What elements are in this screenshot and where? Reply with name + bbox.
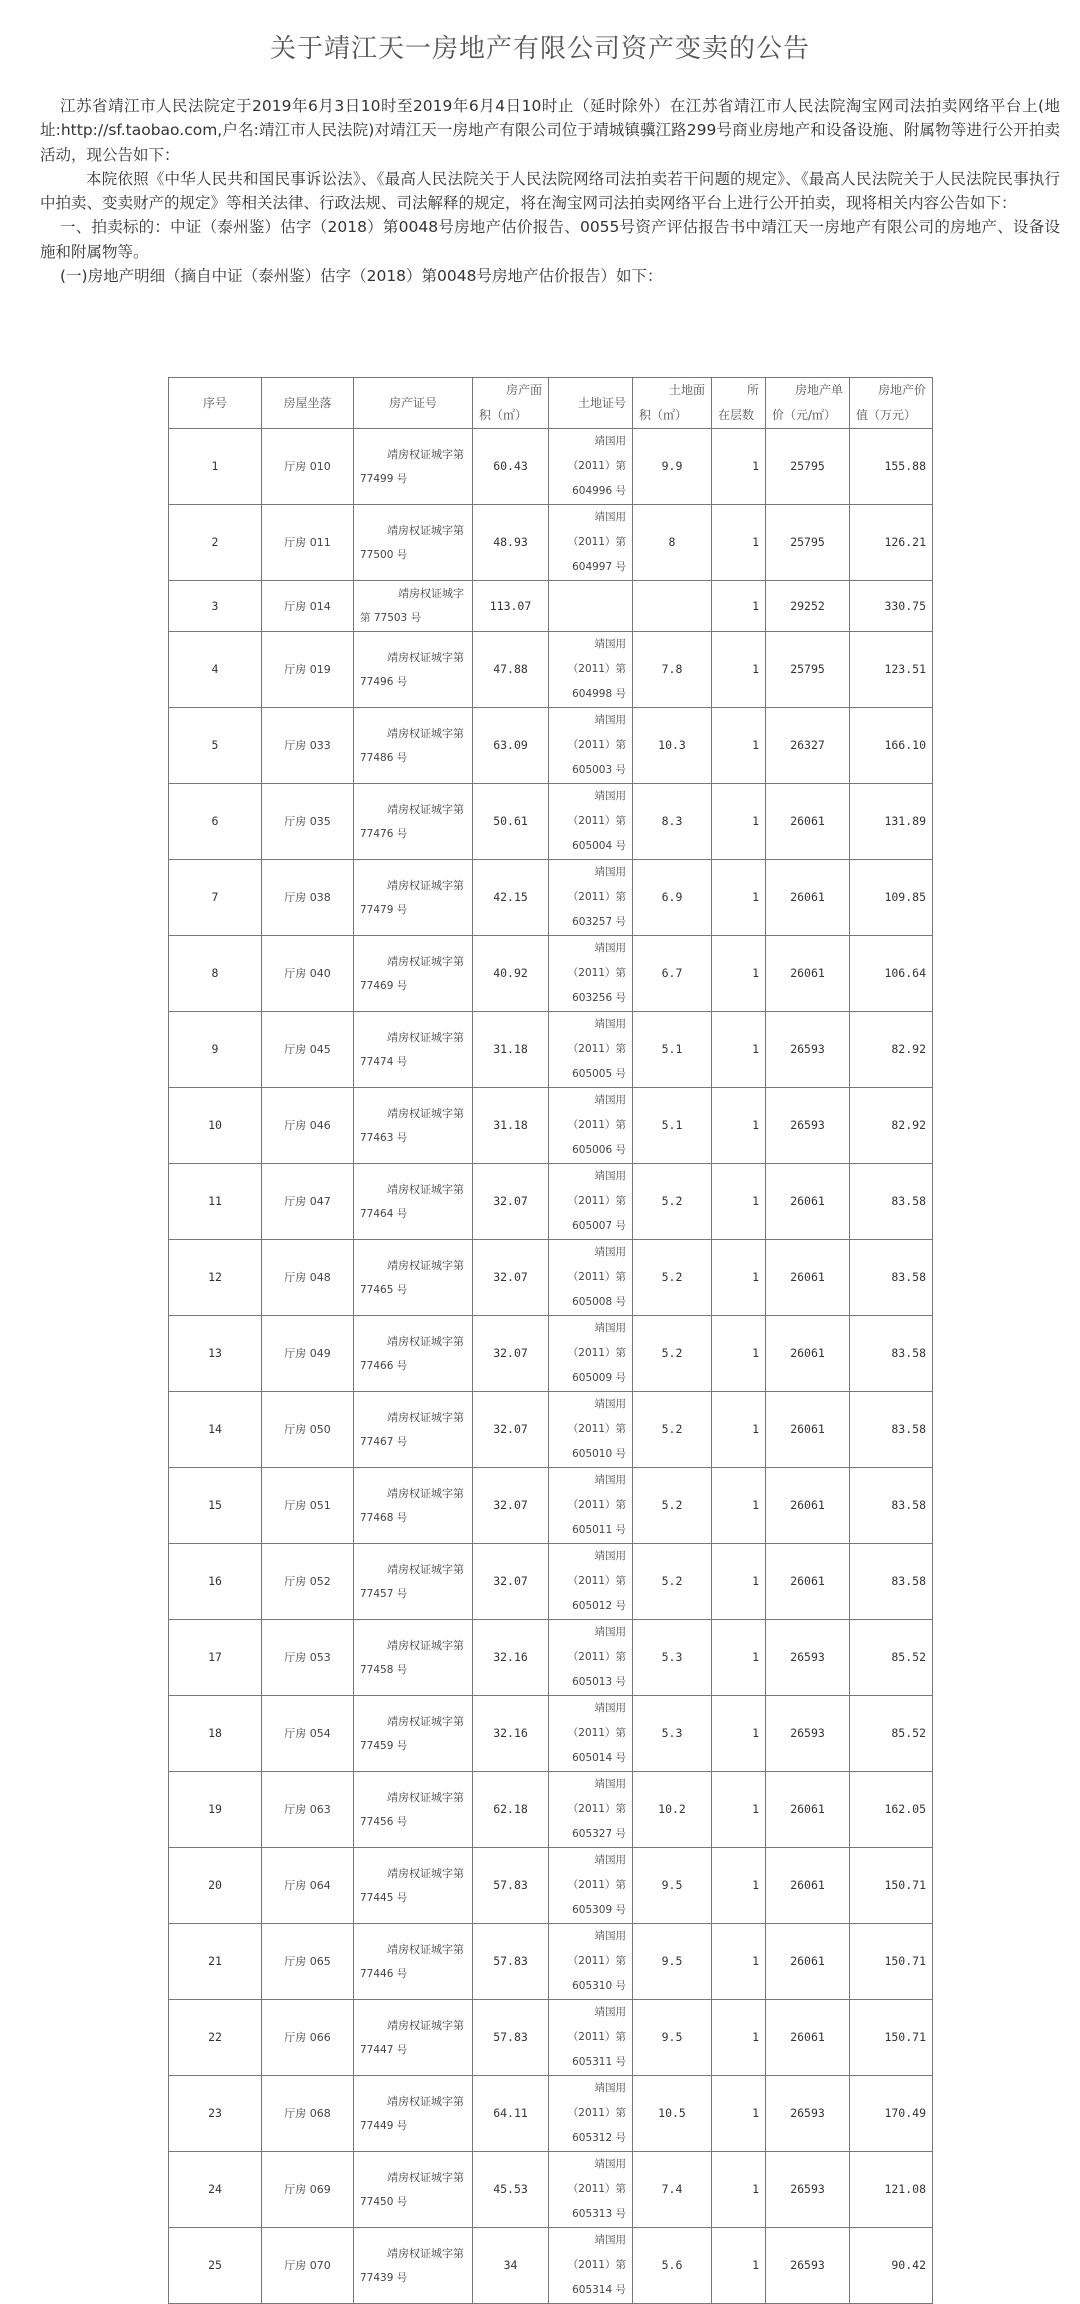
cell-land-area: 7.8 xyxy=(633,632,712,708)
cell-seq: 9 xyxy=(169,1012,262,1088)
cell-land-cert: 靖国用 （2011）第 605313 号 xyxy=(549,2152,633,2228)
cell-land-area: 9.5 xyxy=(633,1924,712,2000)
cell-seq: 15 xyxy=(169,1468,262,1544)
cell-location: 厅房 046 xyxy=(262,1088,354,1164)
header-land-area: 土地面 积（㎡） xyxy=(633,378,712,429)
cell-floor-area: 50.61 xyxy=(473,784,549,860)
cell-floor-number: 1 xyxy=(712,1924,766,2000)
cell-value: 150.71 xyxy=(850,1924,933,2000)
cell-value: 330.75 xyxy=(850,581,933,632)
table-header-row xyxy=(169,378,933,429)
header-unit-price: 房地产单 价（元/㎡） xyxy=(766,378,850,429)
cell-seq: 14 xyxy=(169,1392,262,1468)
paragraph-property-details-intro: (一)房地产明细（摘自中证（泰州鉴）估字（2018）第0048号房地产估价报告）如下： xyxy=(60,267,663,286)
header-seq: 序号 xyxy=(169,378,262,429)
cell-floor-number: 1 xyxy=(712,2228,766,2304)
cell-floor-number: 1 xyxy=(712,1392,766,1468)
table-row xyxy=(169,1468,933,1544)
cell-floor-number: 1 xyxy=(712,505,766,581)
cell-seq: 16 xyxy=(169,1544,262,1620)
cell-property-cert: 靖房权证城字第 77447 号 xyxy=(354,2000,473,2076)
cell-seq: 3 xyxy=(169,581,262,632)
cell-land-cert: 靖国用 （2011）第 605012 号 xyxy=(549,1544,633,1620)
table-row xyxy=(169,2228,933,2304)
cell-land-cert: 靖国用 （2011）第 605007 号 xyxy=(549,1164,633,1240)
table-row xyxy=(169,1544,933,1620)
cell-unit-price: 26593 xyxy=(766,1088,850,1164)
cell-value: 166.10 xyxy=(850,708,933,784)
cell-floor-area: 32.16 xyxy=(473,1620,549,1696)
cell-floor-area: 45.53 xyxy=(473,2152,549,2228)
cell-location: 厅房 035 xyxy=(262,784,354,860)
cell-property-cert: 靖房权证城字第 77439 号 xyxy=(354,2228,473,2304)
cell-location: 厅房 070 xyxy=(262,2228,354,2304)
cell-seq: 13 xyxy=(169,1316,262,1392)
cell-land-cert: 靖国用 （2011）第 604996 号 xyxy=(549,429,633,505)
cell-property-cert: 靖房权证城字第 77466 号 xyxy=(354,1316,473,1392)
cell-floor-number: 1 xyxy=(712,1164,766,1240)
cell-seq: 6 xyxy=(169,784,262,860)
cell-floor-number: 1 xyxy=(712,1848,766,1924)
cell-land-cert: 靖国用 （2011）第 605311 号 xyxy=(549,2000,633,2076)
cell-land-area: 5.2 xyxy=(633,1164,712,1240)
cell-location: 厅房 063 xyxy=(262,1772,354,1848)
cell-unit-price: 25795 xyxy=(766,632,850,708)
cell-location: 厅房 014 xyxy=(262,581,354,632)
cell-floor-number: 1 xyxy=(712,860,766,936)
property-table xyxy=(168,377,933,2304)
cell-unit-price: 25795 xyxy=(766,429,850,505)
cell-land-cert: 靖国用 （2011）第 605310 号 xyxy=(549,1924,633,2000)
header-land-cert: 土地证号 xyxy=(549,378,633,429)
cell-property-cert: 靖房权证城字第 77456 号 xyxy=(354,1772,473,1848)
cell-seq: 10 xyxy=(169,1088,262,1164)
cell-location: 厅房 053 xyxy=(262,1620,354,1696)
cell-property-cert: 靖房权证城字第 77474 号 xyxy=(354,1012,473,1088)
cell-floor-number: 1 xyxy=(712,1012,766,1088)
cell-land-cert: 靖国用 （2011）第 605014 号 xyxy=(549,1696,633,1772)
header-property-cert: 房产证号 xyxy=(354,378,473,429)
cell-location: 厅房 052 xyxy=(262,1544,354,1620)
cell-seq: 11 xyxy=(169,1164,262,1240)
cell-floor-area: 40.92 xyxy=(473,936,549,1012)
cell-property-cert: 靖房权证城字第 77449 号 xyxy=(354,2076,473,2152)
cell-value: 150.71 xyxy=(850,2000,933,2076)
cell-floor-area: 63.09 xyxy=(473,708,549,784)
cell-land-cert xyxy=(549,581,633,632)
cell-floor-area: 57.83 xyxy=(473,1848,549,1924)
cell-land-cert: 靖国用 （2011）第 605314 号 xyxy=(549,2228,633,2304)
cell-property-cert: 靖房权证城字第 77463 号 xyxy=(354,1088,473,1164)
table-row xyxy=(169,2152,933,2228)
cell-land-area xyxy=(633,581,712,632)
cell-unit-price: 26061 xyxy=(766,936,850,1012)
cell-land-area: 5.2 xyxy=(633,1316,712,1392)
cell-floor-area: 113.07 xyxy=(473,581,549,632)
cell-floor-number: 1 xyxy=(712,2076,766,2152)
cell-floor-area: 32.07 xyxy=(473,1164,549,1240)
cell-land-area: 8.3 xyxy=(633,784,712,860)
cell-unit-price: 26061 xyxy=(766,1468,850,1544)
cell-floor-area: 57.83 xyxy=(473,2000,549,2076)
table-row xyxy=(169,429,933,505)
cell-value: 83.58 xyxy=(850,1468,933,1544)
table-row xyxy=(169,1696,933,1772)
cell-floor-number: 1 xyxy=(712,708,766,784)
cell-floor-area: 32.07 xyxy=(473,1240,549,1316)
table-row xyxy=(169,1012,933,1088)
cell-floor-area: 60.43 xyxy=(473,429,549,505)
cell-floor-area: 57.83 xyxy=(473,1924,549,2000)
cell-unit-price: 26593 xyxy=(766,1620,850,1696)
cell-property-cert: 靖房权证城字第 77459 号 xyxy=(354,1696,473,1772)
table-row xyxy=(169,784,933,860)
cell-floor-number: 1 xyxy=(712,581,766,632)
cell-property-cert: 靖房权证城字第 77450 号 xyxy=(354,2152,473,2228)
cell-floor-number: 1 xyxy=(712,632,766,708)
cell-floor-area: 31.18 xyxy=(473,1012,549,1088)
document-title: 关于靖江天一房地产有限公司资产变卖的公告 xyxy=(269,34,810,64)
cell-property-cert: 靖房权证城字第 77496 号 xyxy=(354,632,473,708)
cell-floor-area: 47.88 xyxy=(473,632,549,708)
cell-land-cert: 靖国用 （2011）第 605312 号 xyxy=(549,2076,633,2152)
cell-location: 厅房 066 xyxy=(262,2000,354,2076)
table-body xyxy=(169,429,933,2304)
table-row xyxy=(169,1620,933,1696)
cell-land-area: 7.4 xyxy=(633,2152,712,2228)
cell-floor-number: 1 xyxy=(712,1772,766,1848)
cell-land-cert: 靖国用 （2011）第 605009 号 xyxy=(549,1316,633,1392)
cell-unit-price: 26593 xyxy=(766,2076,850,2152)
cell-value: 83.58 xyxy=(850,1544,933,1620)
cell-land-cert: 靖国用 （2011）第 605309 号 xyxy=(549,1848,633,1924)
cell-seq: 7 xyxy=(169,860,262,936)
cell-floor-area: 32.07 xyxy=(473,1316,549,1392)
cell-value: 126.21 xyxy=(850,505,933,581)
cell-unit-price: 29252 xyxy=(766,581,850,632)
cell-land-cert: 靖国用 （2011）第 605008 号 xyxy=(549,1240,633,1316)
cell-floor-number: 1 xyxy=(712,1696,766,1772)
cell-property-cert: 靖房权证城字第 77469 号 xyxy=(354,936,473,1012)
cell-floor-number: 1 xyxy=(712,1468,766,1544)
table-row xyxy=(169,2000,933,2076)
cell-unit-price: 26061 xyxy=(766,2000,850,2076)
cell-value: 121.08 xyxy=(850,2152,933,2228)
cell-location: 厅房 050 xyxy=(262,1392,354,1468)
cell-seq: 20 xyxy=(169,1848,262,1924)
cell-land-area: 5.3 xyxy=(633,1620,712,1696)
cell-location: 厅房 038 xyxy=(262,860,354,936)
table-row xyxy=(169,1164,933,1240)
cell-land-area: 5.2 xyxy=(633,1468,712,1544)
cell-seq: 4 xyxy=(169,632,262,708)
cell-location: 厅房 040 xyxy=(262,936,354,1012)
cell-seq: 5 xyxy=(169,708,262,784)
cell-property-cert: 靖房权证城字第 77458 号 xyxy=(354,1620,473,1696)
table-row xyxy=(169,1924,933,2000)
cell-land-cert: 靖国用 （2011）第 605011 号 xyxy=(549,1468,633,1544)
cell-value: 82.92 xyxy=(850,1012,933,1088)
cell-land-area: 5.1 xyxy=(633,1088,712,1164)
cell-location: 厅房 054 xyxy=(262,1696,354,1772)
cell-floor-number: 1 xyxy=(712,1240,766,1316)
cell-floor-area: 32.07 xyxy=(473,1468,549,1544)
table-row xyxy=(169,936,933,1012)
cell-land-area: 5.2 xyxy=(633,1544,712,1620)
cell-seq: 24 xyxy=(169,2152,262,2228)
cell-location: 厅房 045 xyxy=(262,1012,354,1088)
paragraph-auction-subject: 一、拍卖标的：中证（泰州鉴）估字（2018）第0048号房地产估价报告、0055号资产评估报告书中靖江天一房地产有限公司的房地产、设备设施和附属物等。 xyxy=(40,218,1060,261)
cell-land-area: 8 xyxy=(633,505,712,581)
cell-value: 82.92 xyxy=(850,1088,933,1164)
cell-seq: 22 xyxy=(169,2000,262,2076)
cell-value: 83.58 xyxy=(850,1164,933,1240)
cell-land-cert: 靖国用 （2011）第 604998 号 xyxy=(549,632,633,708)
cell-unit-price: 26593 xyxy=(766,1012,850,1088)
table-row xyxy=(169,505,933,581)
cell-unit-price: 26593 xyxy=(766,2152,850,2228)
cell-land-cert: 靖国用 （2011）第 605004 号 xyxy=(549,784,633,860)
cell-value: 131.89 xyxy=(850,784,933,860)
cell-unit-price: 26327 xyxy=(766,708,850,784)
cell-land-cert: 靖国用 （2011）第 603256 号 xyxy=(549,936,633,1012)
cell-value: 83.58 xyxy=(850,1392,933,1468)
cell-seq: 12 xyxy=(169,1240,262,1316)
cell-unit-price: 26061 xyxy=(766,1924,850,2000)
cell-floor-number: 1 xyxy=(712,1544,766,1620)
cell-property-cert: 靖房权证城字第 77476 号 xyxy=(354,784,473,860)
cell-floor-area: 64.11 xyxy=(473,2076,549,2152)
cell-location: 厅房 068 xyxy=(262,2076,354,2152)
cell-land-area: 9.9 xyxy=(633,429,712,505)
cell-land-area: 5.2 xyxy=(633,1392,712,1468)
cell-value: 123.51 xyxy=(850,632,933,708)
cell-seq: 2 xyxy=(169,505,262,581)
cell-location: 厅房 010 xyxy=(262,429,354,505)
cell-value: 83.58 xyxy=(850,1316,933,1392)
cell-location: 厅房 048 xyxy=(262,1240,354,1316)
cell-property-cert: 靖房权证城字第 77499 号 xyxy=(354,429,473,505)
cell-land-cert: 靖国用 （2011）第 605327 号 xyxy=(549,1772,633,1848)
table-row xyxy=(169,860,933,936)
table-row xyxy=(169,1772,933,1848)
cell-floor-area: 32.07 xyxy=(473,1392,549,1468)
cell-floor-number: 1 xyxy=(712,936,766,1012)
cell-land-cert: 靖国用 （2011）第 605013 号 xyxy=(549,1620,633,1696)
cell-property-cert: 靖房权证城字第 77457 号 xyxy=(354,1544,473,1620)
cell-property-cert: 靖房权证城字第 77446 号 xyxy=(354,1924,473,2000)
cell-location: 厅房 051 xyxy=(262,1468,354,1544)
cell-land-area: 10.5 xyxy=(633,2076,712,2152)
cell-floor-number: 1 xyxy=(712,1088,766,1164)
cell-land-cert: 靖国用 （2011）第 605006 号 xyxy=(549,1088,633,1164)
cell-land-area: 5.2 xyxy=(633,1240,712,1316)
cell-location: 厅房 049 xyxy=(262,1316,354,1392)
cell-land-area: 9.5 xyxy=(633,2000,712,2076)
cell-unit-price: 26061 xyxy=(766,1392,850,1468)
cell-land-area: 5.3 xyxy=(633,1696,712,1772)
cell-location: 厅房 047 xyxy=(262,1164,354,1240)
cell-unit-price: 25795 xyxy=(766,505,850,581)
paragraph-auction-notice: 江苏省靖江市人民法院定于2019年6月3日10时至2019年6月4日10时止（延时除外）在江苏省靖江市人民法院淘宝网司法拍卖网络平台上(地址:http://sf.taobao.com,户名:靖江市人民法院)对靖江天一房地产有限公司位于靖城镇骥江路299号商业房地产和设备设施、附属物等进行公开拍卖活动，现公告如下： xyxy=(40,97,1060,164)
cell-unit-price: 26061 xyxy=(766,860,850,936)
cell-property-cert: 靖房权证城字第 77500 号 xyxy=(354,505,473,581)
cell-floor-number: 1 xyxy=(712,1316,766,1392)
cell-value: 90.42 xyxy=(850,2228,933,2304)
cell-property-cert: 靖房权证城字第 77467 号 xyxy=(354,1392,473,1468)
header-location: 房屋坐落 xyxy=(262,378,354,429)
cell-land-area: 6.7 xyxy=(633,936,712,1012)
cell-floor-area: 42.15 xyxy=(473,860,549,936)
cell-seq: 25 xyxy=(169,2228,262,2304)
cell-property-cert: 靖房权证城字 第 77503 号 xyxy=(354,581,473,632)
cell-seq: 21 xyxy=(169,1924,262,2000)
paragraph-legal-basis: 本院依照《中华人民共和国民事诉讼法》、《最高人民法院关于人民法院网络司法拍卖若干问题的规定》、《最高人民法院关于人民法院民事执行中拍卖、变卖财产的规定》等相关法律、行政法规、司法解释的规定，将在淘宝网司法拍卖网络平台上进行公开拍卖，现将相关内容公告如下： xyxy=(40,169,1060,213)
cell-floor-area: 62.18 xyxy=(473,1772,549,1848)
cell-property-cert: 靖房权证城字第 77465 号 xyxy=(354,1240,473,1316)
cell-value: 106.64 xyxy=(850,936,933,1012)
table-row xyxy=(169,1240,933,1316)
cell-unit-price: 26061 xyxy=(766,784,850,860)
cell-value: 155.88 xyxy=(850,429,933,505)
cell-floor-area: 31.18 xyxy=(473,1088,549,1164)
table-row xyxy=(169,708,933,784)
cell-seq: 23 xyxy=(169,2076,262,2152)
cell-value: 83.58 xyxy=(850,1240,933,1316)
cell-unit-price: 26061 xyxy=(766,1240,850,1316)
table-row xyxy=(169,632,933,708)
cell-value: 109.85 xyxy=(850,860,933,936)
cell-location: 厅房 033 xyxy=(262,708,354,784)
cell-floor-area: 48.93 xyxy=(473,505,549,581)
cell-seq: 17 xyxy=(169,1620,262,1696)
table-row xyxy=(169,1088,933,1164)
cell-land-area: 5.6 xyxy=(633,2228,712,2304)
table-row xyxy=(169,2076,933,2152)
announcement-body xyxy=(40,94,1060,288)
table-row xyxy=(169,1392,933,1468)
cell-location: 厅房 011 xyxy=(262,505,354,581)
cell-value: 162.05 xyxy=(850,1772,933,1848)
header-floor-number: 所 在层数 xyxy=(712,378,766,429)
cell-land-cert: 靖国用 （2011）第 605005 号 xyxy=(549,1012,633,1088)
cell-unit-price: 26061 xyxy=(766,1316,850,1392)
cell-unit-price: 26061 xyxy=(766,1848,850,1924)
cell-location: 厅房 019 xyxy=(262,632,354,708)
cell-land-area: 6.9 xyxy=(633,860,712,936)
cell-seq: 19 xyxy=(169,1772,262,1848)
cell-location: 厅房 064 xyxy=(262,1848,354,1924)
cell-property-cert: 靖房权证城字第 77486 号 xyxy=(354,708,473,784)
cell-land-area: 10.2 xyxy=(633,1772,712,1848)
cell-unit-price: 26593 xyxy=(766,2228,850,2304)
cell-value: 85.52 xyxy=(850,1696,933,1772)
cell-value: 170.49 xyxy=(850,2076,933,2152)
cell-land-area: 10.3 xyxy=(633,708,712,784)
cell-location: 厅房 069 xyxy=(262,2152,354,2228)
cell-unit-price: 26593 xyxy=(766,1696,850,1772)
cell-seq: 18 xyxy=(169,1696,262,1772)
table-row xyxy=(169,1316,933,1392)
cell-value: 85.52 xyxy=(850,1620,933,1696)
cell-floor-number: 1 xyxy=(712,2152,766,2228)
cell-land-cert: 靖国用 （2011）第 604997 号 xyxy=(549,505,633,581)
cell-land-cert: 靖国用 （2011）第 605010 号 xyxy=(549,1392,633,1468)
cell-floor-area: 32.07 xyxy=(473,1544,549,1620)
cell-land-cert: 靖国用 （2011）第 603257 号 xyxy=(549,860,633,936)
table-row xyxy=(169,1848,933,1924)
cell-location: 厅房 065 xyxy=(262,1924,354,2000)
cell-floor-area: 34 xyxy=(473,2228,549,2304)
cell-property-cert: 靖房权证城字第 77464 号 xyxy=(354,1164,473,1240)
cell-land-area: 5.1 xyxy=(633,1012,712,1088)
cell-floor-number: 1 xyxy=(712,784,766,860)
cell-land-area: 9.5 xyxy=(633,1848,712,1924)
cell-floor-area: 32.16 xyxy=(473,1696,549,1772)
cell-property-cert: 靖房权证城字第 77445 号 xyxy=(354,1848,473,1924)
cell-seq: 1 xyxy=(169,429,262,505)
cell-unit-price: 26061 xyxy=(766,1544,850,1620)
table-row xyxy=(169,581,933,632)
cell-floor-number: 1 xyxy=(712,429,766,505)
cell-property-cert: 靖房权证城字第 77479 号 xyxy=(354,860,473,936)
cell-unit-price: 26061 xyxy=(766,1772,850,1848)
cell-floor-number: 1 xyxy=(712,1620,766,1696)
cell-unit-price: 26061 xyxy=(766,1164,850,1240)
cell-property-cert: 靖房权证城字第 77468 号 xyxy=(354,1468,473,1544)
cell-seq: 8 xyxy=(169,936,262,1012)
cell-land-cert: 靖国用 （2011）第 605003 号 xyxy=(549,708,633,784)
cell-floor-number: 1 xyxy=(712,2000,766,2076)
header-value: 房地产价 值（万元） xyxy=(850,378,933,429)
header-floor-area: 房产面 积（㎡） xyxy=(473,378,549,429)
cell-value: 150.71 xyxy=(850,1848,933,1924)
